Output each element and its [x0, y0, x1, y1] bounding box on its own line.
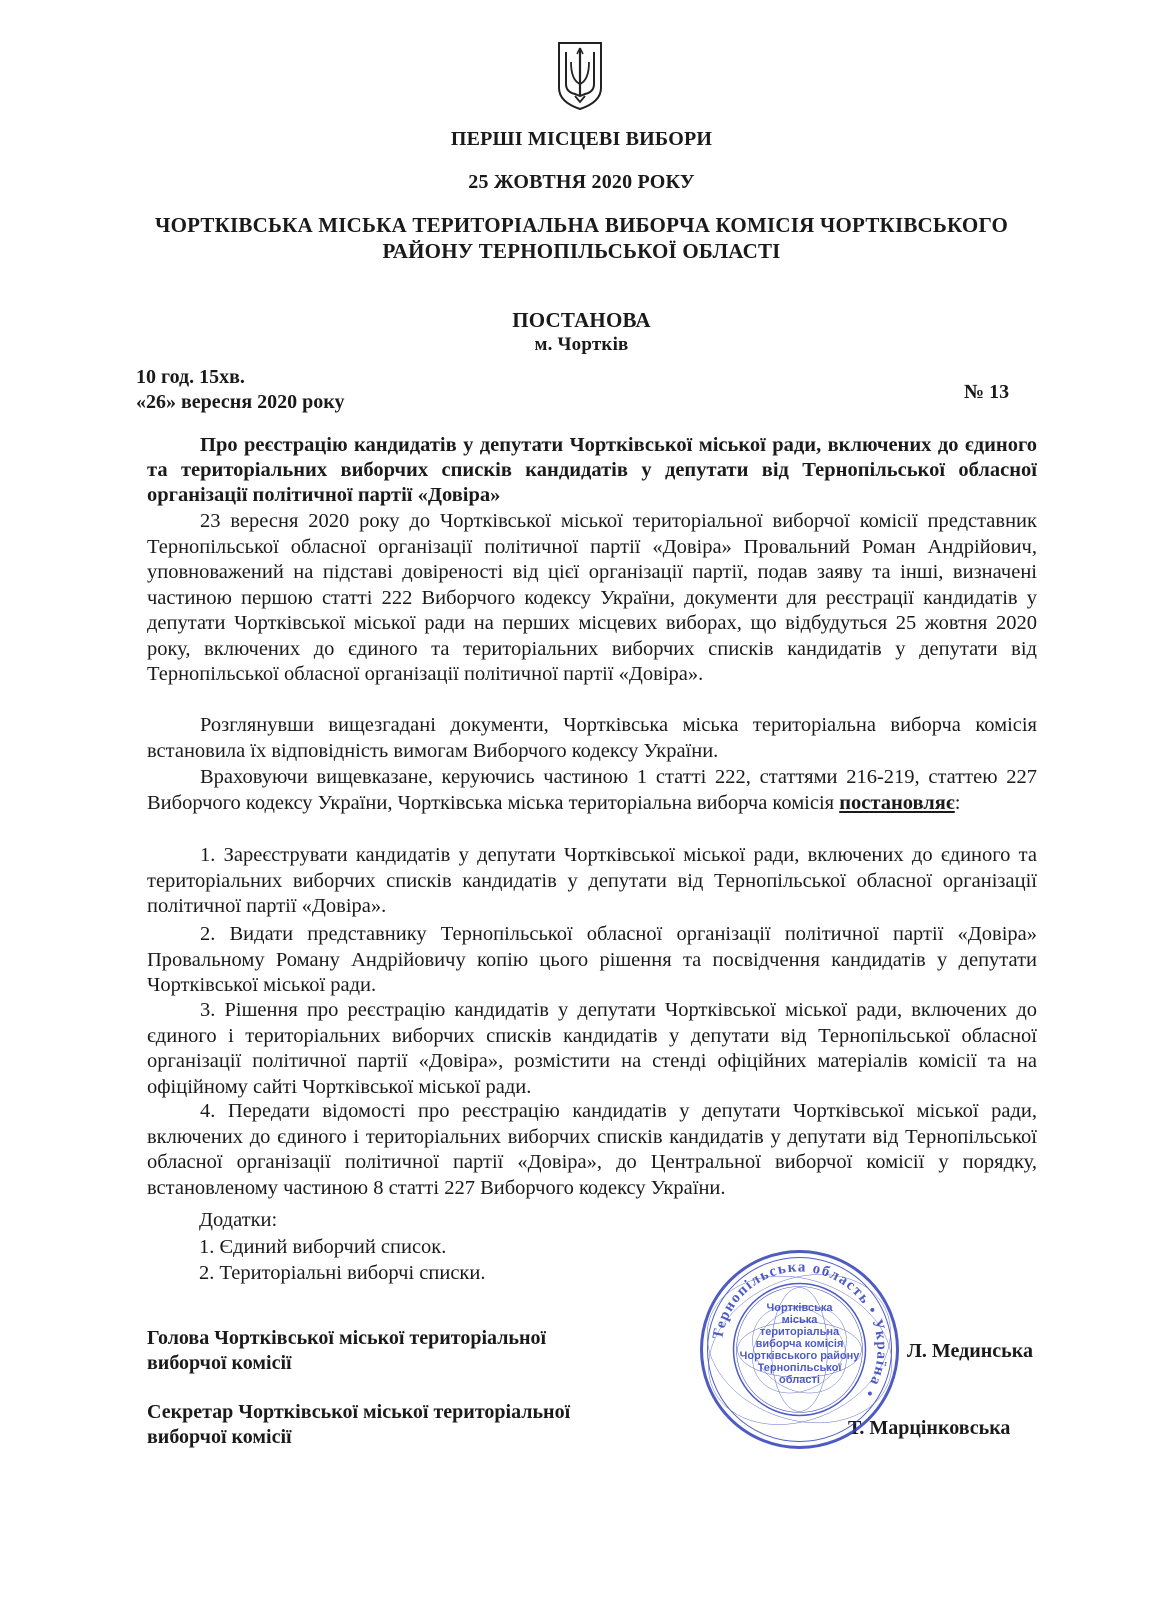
document-time: 10 год. 15хв. [136, 366, 245, 388]
stamp-center-line: міська [781, 1314, 818, 1326]
document-date: «26» вересня 2020 року [136, 391, 345, 413]
election-date: 25 ЖОВТНЯ 2020 РОКУ [468, 171, 695, 193]
resolution-item-1: 1. Зареєструвати кандидатів у депутати Чортківської міської ради, включених до єдиного та територіальних виборчих списків кандидатів у депутати від Тернопільської обласної організації політичної партії «Довіра». [147, 844, 1037, 917]
paragraph-3-end: : [954, 791, 961, 814]
attachments-heading: Додатки: [199, 1209, 278, 1231]
attachment-item-2: 2. Територіальні виборчі списки. [199, 1262, 486, 1284]
resolution-keyword: постановляє [839, 791, 955, 814]
resolution-title: Про реєстрацію кандидатів у депутати Чортківської міської ради, включених до єдиного та територіальних виборчих списків кандидатів у депутати від Тернопільської обласної організації політичної партії «Довіра» [147, 434, 1037, 506]
chair-role-line2: виборчої комісії [147, 1352, 292, 1374]
document-type: ПОСТАНОВА [512, 308, 651, 332]
resolution-item-3: 3. Рішення про реєстрацію кандидатів у депутати Чортківської міської ради, включених до єдиного і територіальних виборчих списків кандидатів у депутати від Тернопільської обласної організації політичної партії «Довіра», розмістити на стенді офіційних матеріалів комісії та на офіційному сайті Чортківської міської ради. [147, 999, 1037, 1098]
secretary-role-line1: Секретар Чортківської міської територіальної [147, 1401, 571, 1423]
resolution-item-2: 2. Видати представнику Тернопільської обласної організації політичної партії «Довіра» Провальному Роману Андрійовичу копію цього рішення та посвідчення кандидатів у депутати Чортківської міської ради. [147, 923, 1037, 996]
stamp-center-line: області [779, 1374, 820, 1386]
chair-name: Л. Мединська [907, 1340, 1033, 1362]
paragraph-2: Розглянувши вищезгадані документи, Чортківська міська територіальна виборча комісія встановила їх відповідність вимогам Виборчого кодексу України. [147, 714, 1037, 762]
secretary-role-line2: виборчої комісії [147, 1426, 292, 1448]
coat-of-arms-trident-icon [555, 40, 605, 112]
stamp-center-line: Чортківська [766, 1302, 833, 1314]
paragraph-3 [147, 765, 1037, 816]
document-city: м. Чортків [534, 334, 629, 355]
attachment-item-1: 1. Єдиний виборчий список. [199, 1236, 447, 1258]
stamp-center-line: територіальна [759, 1326, 840, 1338]
paragraph-1: 23 вересня 2020 року до Чортківської міської територіальної виборчої комісії представник Тернопільської обласної організації політичної партії «Довіра» Провальний Роман Андрійович, уповноважений на підставі довіреності від цієї організації партії, подав заяву та інші, визначені частиною першою статті 222 Виборчого кодексу України, документи для реєстрації кандидатів у депутати Чортківської міської ради на перших місцевих виборах, що відбудуться 25 жовтня 2020 року, включених до єдиного та територіальних виборчих списків кандидатів у депутати від Тернопільської обласної організації політичної партії «Довіра». [147, 510, 1037, 685]
election-title: ПЕРШІ МІСЦЕВІ ВИБОРИ [450, 128, 713, 150]
stamp-center-line: Тернопільської [757, 1362, 842, 1374]
stamp-ring-text: Тернопільська область • Україна • [710, 1259, 890, 1401]
official-stamp [697, 1247, 902, 1452]
chair-role-line1: Голова Чортківської міської територіальної [147, 1327, 547, 1349]
document-number: № 13 [964, 381, 1010, 403]
commission-name-line1: ЧОРТКІВСЬКА МІСЬКА ТЕРИТОРІАЛЬНА ВИБОРЧА КОМІСІЯ ЧОРТКІВСЬКОГО [154, 213, 1009, 237]
paragraph-3-text: Враховуючи вищевказане, керуючись частиною 1 статті 222, статтями 216-219, статтею 227 Виборчого кодексу України, Чортківська міська територіальна виборча комісія [147, 766, 1037, 814]
resolution-item-4: 4. Передати відомості про реєстрацію кандидатів у депутати Чортківської міської ради, включених до єдиного і територіальних виборчих списків кандидатів у депутати від Тернопільської обласної організації політичної партії «Довіра», до Центральної виборчої комісії у порядку, встановленому частиною 8 статті 227 Виборчого кодексу України. [147, 1100, 1037, 1199]
secretary-name: Т. Марцінковська [848, 1417, 1011, 1439]
stamp-center-line: виборча комісія [755, 1338, 844, 1350]
commission-name-line2: РАЙОНУ ТЕРНОПІЛЬСЬКОЇ ОБЛАСТІ [382, 239, 781, 263]
stamp-center-line: Чортківського району [739, 1350, 860, 1362]
